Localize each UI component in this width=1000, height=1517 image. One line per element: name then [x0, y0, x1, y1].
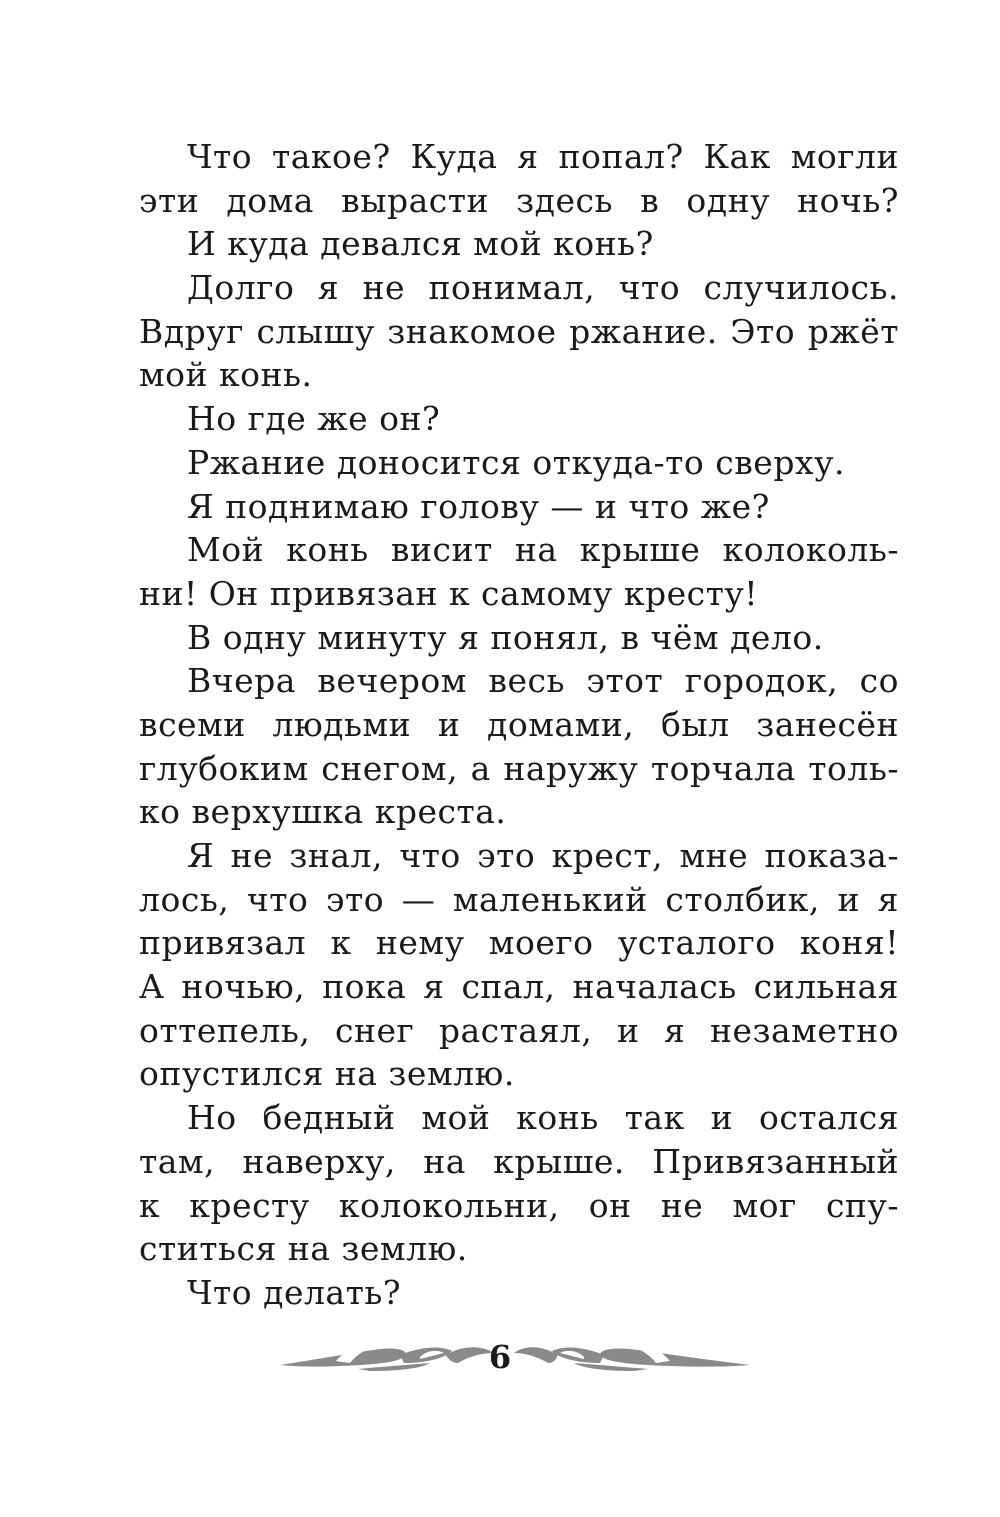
text-line: Вдруг слышу знакомое ржание. Это ржёт [139, 311, 899, 351]
text-line: Но где же он? [187, 399, 441, 439]
text-line: Вчера вечером весь этот городок, со [187, 661, 899, 701]
text-line: А ночью, пока я спал, началась сильная [139, 967, 899, 1007]
text-line: Я не знал, что это крест, мне показа- [187, 836, 899, 875]
text-line: оттепель, снег растаял, и я незаметно [139, 1010, 899, 1050]
left-flourish-ornament [280, 1345, 494, 1371]
text-line: всеми людьми и домами, был занесён [139, 704, 899, 744]
text-line: ститься на землю. [139, 1229, 468, 1269]
text-line: Что делать? [187, 1272, 402, 1312]
right-flourish-ornament [514, 1345, 750, 1371]
text-line: опустился на землю. [139, 1054, 515, 1094]
text-line: Но бедный мой конь так и остался [187, 1098, 899, 1138]
text-line: Долго я не понимал, что случилось. [187, 268, 899, 308]
text-line: мой конь. [139, 355, 313, 395]
text-line: Мой конь висит на крыше колоколь- [187, 530, 899, 570]
text-line: Я поднимаю голову — и что же? [187, 486, 770, 526]
body-text [139, 135, 899, 1315]
text-line: глубоким снегом, а наружу торчала толь- [139, 748, 899, 788]
text-line: к кресту колокольни, он не мог спу- [139, 1185, 899, 1225]
text-line: В одну минуту я понял, в чём дело. [187, 617, 824, 657]
text-line: там, наверху, на крыше. Привязанный [139, 1141, 899, 1181]
text-line: Что такое? Куда я попал? Как могли [187, 137, 899, 176]
text-line: лось, что это — маленький столбик, и я [139, 879, 899, 919]
text-line: ни! Он привязан к самому кресту! [139, 573, 759, 613]
text-line: ко верхушка креста. [139, 792, 507, 832]
page-number: 6 [488, 1338, 512, 1376]
text-line: Ржание доносится откуда-то сверху. [187, 442, 845, 482]
text-line: эти дома вырасти здесь в одну ночь? [139, 180, 899, 220]
text-line: привязал к нему моего усталого коня! [139, 923, 899, 963]
text-line: И куда девался мой конь? [187, 224, 654, 264]
page-footer [0, 1335, 1000, 1385]
